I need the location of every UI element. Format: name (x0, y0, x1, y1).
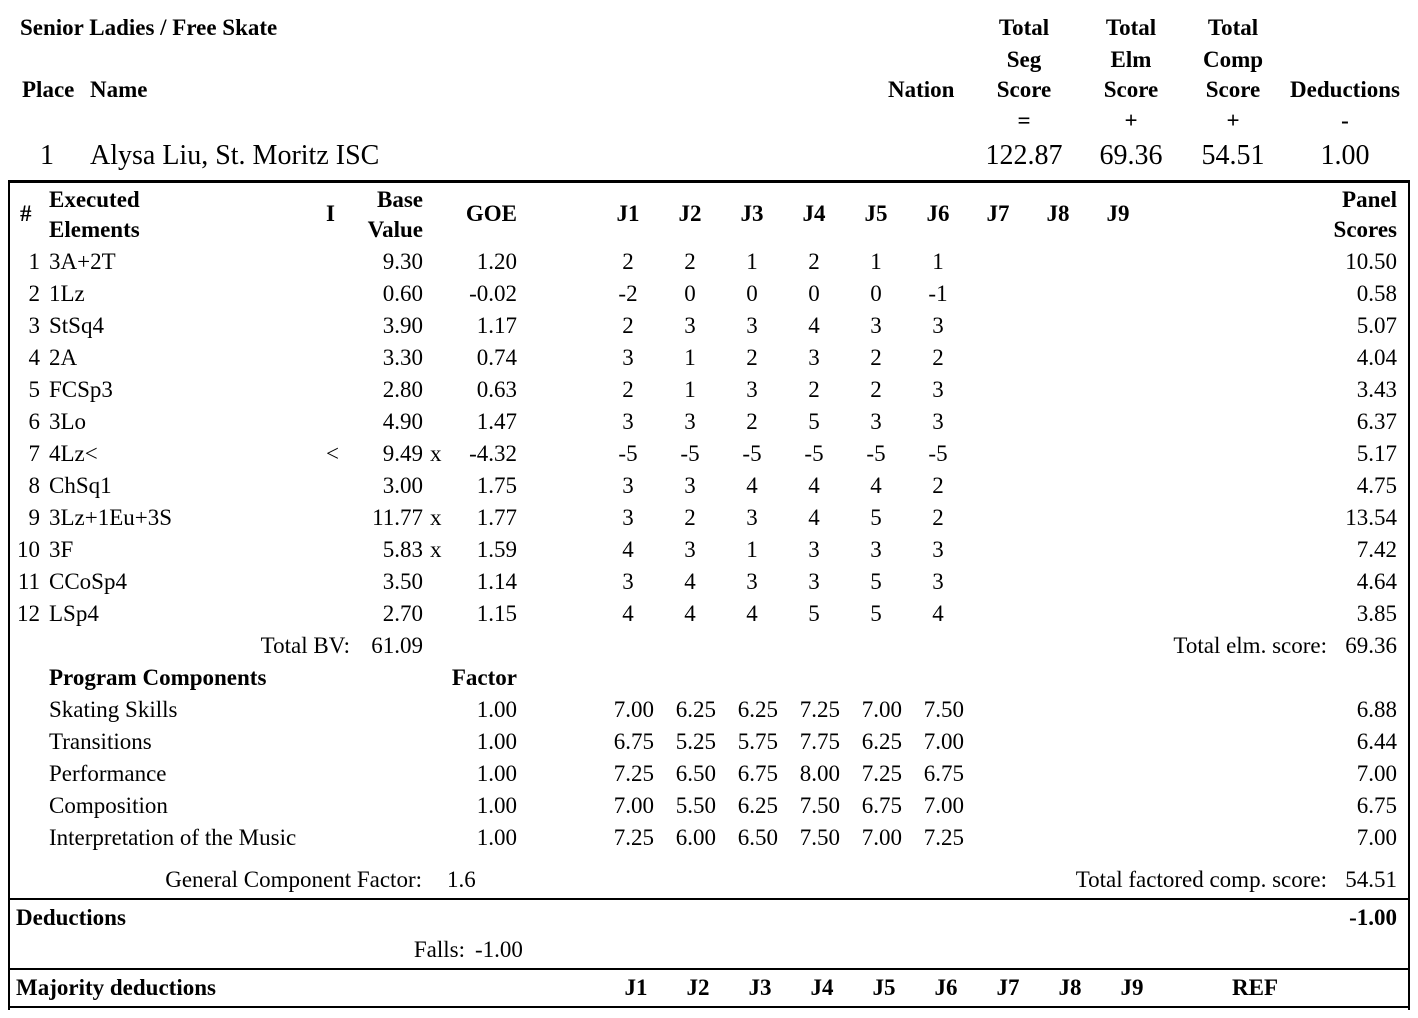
element-judge-score: 0 (746, 281, 758, 306)
element-number: 5 (28, 377, 40, 402)
element-panel-score: 7.42 (1356, 537, 1397, 562)
element-judge-score: 3 (746, 569, 758, 594)
component-judge-score: 6.25 (675, 697, 716, 722)
element-code: 3F (49, 537, 74, 562)
skater-place: 1 (40, 140, 54, 171)
element-judge-score: 3 (870, 537, 882, 562)
element-number: 8 (28, 473, 40, 498)
element-base-value: 2.80 (382, 377, 423, 402)
element-number: 2 (28, 281, 40, 306)
element-judge-score: -5 (742, 441, 762, 466)
component-factor: 1.00 (476, 793, 517, 818)
component-judge-score: 7.25 (613, 825, 654, 850)
falls-label: Falls: (413, 937, 465, 962)
element-judge-score: 5 (870, 601, 882, 626)
element-goe: 1.75 (476, 473, 517, 498)
element-panel-score: 6.37 (1356, 409, 1397, 434)
element-judge-score: -5 (928, 441, 948, 466)
component-judge-score: 7.25 (613, 761, 654, 786)
total-elm-value: 69.36 (1345, 633, 1397, 658)
judge-header-j3: J3 (740, 201, 764, 226)
element-code: 3A+2T (49, 249, 116, 274)
element-goe: 1.59 (476, 537, 517, 562)
elements-col-executed-2: Elements (49, 217, 140, 242)
total-elm-label: Total elm. score: (1173, 633, 1327, 658)
element-judge-score: 2 (684, 249, 696, 274)
element-base-value: 2.70 (382, 601, 423, 626)
element-judge-score: 3 (684, 473, 696, 498)
majority-judge-j7: J7 (996, 975, 1020, 1000)
element-judge-score: 2 (932, 473, 944, 498)
element-judge-score: 2 (808, 377, 820, 402)
element-judge-score: 1 (870, 249, 882, 274)
skater-tss: 122.87 (985, 140, 1063, 171)
total-bv-value: 61.09 (371, 633, 423, 658)
element-code: ChSq1 (49, 473, 112, 498)
element-judge-score: 3 (746, 377, 758, 402)
element-code: 2A (49, 345, 78, 370)
element-judge-score: 1 (932, 249, 944, 274)
element-judge-score: 3 (684, 537, 696, 562)
component-judge-score: 6.75 (737, 761, 778, 786)
judge-header-j2: J2 (678, 201, 702, 226)
component-judge-score: 7.75 (799, 729, 840, 754)
component-judge-score: 6.75 (861, 793, 902, 818)
element-base-value: 3.90 (382, 313, 423, 338)
element-judge-score: 3 (870, 409, 882, 434)
element-judge-score: 3 (622, 473, 634, 498)
component-judge-score: 6.50 (737, 825, 778, 850)
element-judge-score: 2 (870, 377, 882, 402)
element-code: StSq4 (49, 313, 104, 338)
judge-header-j5: J5 (864, 201, 888, 226)
component-name: Composition (49, 793, 168, 818)
element-base-value: 4.90 (382, 409, 423, 434)
components-factor: Factor (451, 665, 517, 690)
element-judge-score: 4 (808, 473, 820, 498)
element-judge-score: 2 (622, 249, 634, 274)
element-code: FCSp3 (49, 377, 113, 402)
element-goe: 1.20 (476, 249, 517, 274)
skater-deductions: 1.00 (1320, 140, 1370, 171)
element-bonus-mark: x (430, 441, 442, 466)
majority-judge-j1: J1 (624, 975, 648, 1000)
component-judge-score: 6.00 (675, 825, 716, 850)
component-factor: 1.00 (476, 729, 517, 754)
element-judge-score: 3 (932, 537, 944, 562)
elements-col-panel-1: Panel (1342, 187, 1397, 212)
col-pcs-1: Total (1207, 15, 1259, 40)
element-panel-score: 13.54 (1345, 505, 1397, 530)
element-goe: -4.32 (469, 441, 517, 466)
event-title: Senior Ladies / Free Skate (20, 15, 278, 40)
majority-judge-j5: J5 (872, 975, 896, 1000)
element-judge-score: -5 (680, 441, 700, 466)
element-panel-score: 0.58 (1356, 281, 1397, 306)
component-factor: 1.00 (476, 697, 517, 722)
component-judge-score: 7.00 (613, 793, 654, 818)
element-goe: 1.47 (476, 409, 517, 434)
component-panel-score: 7.00 (1356, 761, 1397, 786)
element-judge-score: 5 (870, 569, 882, 594)
component-panel-score: 6.44 (1356, 729, 1397, 754)
gcf-label: General Component Factor: (165, 867, 422, 892)
skater-name: Alysa Liu, St. Moritz ISC (90, 140, 380, 171)
element-judge-score: 4 (870, 473, 882, 498)
element-judge-score: 5 (808, 409, 820, 434)
component-judge-score: 5.50 (675, 793, 716, 818)
col-ded-1: Deductions (1290, 77, 1400, 102)
judge-header-j8: J8 (1046, 201, 1070, 226)
element-judge-score: 3 (622, 569, 634, 594)
element-judge-score: 0 (808, 281, 820, 306)
element-goe: 1.14 (476, 569, 517, 594)
majority-judge-j9: J9 (1120, 975, 1144, 1000)
elements-col-base-2: Value (367, 217, 423, 242)
component-judge-score: 7.25 (861, 761, 902, 786)
element-judge-score: 2 (932, 345, 944, 370)
element-judge-score: 4 (932, 601, 944, 626)
element-code: LSp4 (49, 601, 99, 626)
col-name: Name (90, 77, 148, 102)
element-judge-score: 3 (684, 313, 696, 338)
element-base-value: 11.77 (372, 505, 423, 530)
element-judge-score: 5 (808, 601, 820, 626)
col-tes-3: Score (1103, 77, 1159, 102)
total-comp-value: 54.51 (1345, 867, 1397, 892)
element-judge-score: 3 (746, 313, 758, 338)
element-judge-score: 3 (808, 345, 820, 370)
deductions-title: Deductions (16, 905, 126, 930)
component-name: Interpretation of the Music (49, 825, 297, 850)
element-judge-score: 1 (746, 249, 758, 274)
component-judge-score: 6.25 (737, 697, 778, 722)
components-title: Program Components (49, 665, 267, 690)
element-panel-score: 10.50 (1345, 249, 1397, 274)
skater-tes: 69.36 (1099, 140, 1163, 171)
total-comp-label: Total factored comp. score: (1075, 867, 1327, 892)
element-judge-score: 2 (622, 313, 634, 338)
element-panel-score: 5.17 (1356, 441, 1397, 466)
element-judge-score: 4 (622, 537, 634, 562)
element-judge-score: -5 (804, 441, 824, 466)
element-panel-score: 5.07 (1356, 313, 1397, 338)
component-judge-score: 5.75 (737, 729, 778, 754)
element-code: 3Lz+1Eu+3S (49, 505, 173, 530)
element-judge-score: 2 (746, 409, 758, 434)
element-judge-score: 3 (808, 537, 820, 562)
element-number: 10 (17, 537, 40, 562)
component-judge-score: 6.75 (613, 729, 654, 754)
component-panel-score: 6.75 (1356, 793, 1397, 818)
majority-judge-j6: J6 (934, 975, 958, 1000)
frame-bottom (8, 1006, 1410, 1008)
col-tss-3: Score (996, 77, 1052, 102)
element-goe: 1.77 (476, 505, 517, 530)
element-base-value: 9.49 (382, 441, 423, 466)
element-judge-score: 1 (684, 377, 696, 402)
element-base-value: 9.30 (382, 249, 423, 274)
element-judge-score: 2 (622, 377, 634, 402)
element-info: < (326, 441, 339, 466)
element-bonus-mark: x (430, 537, 442, 562)
component-judge-score: 7.00 (923, 793, 964, 818)
col-tss-1: Total (998, 15, 1050, 40)
component-judge-score: 7.50 (799, 793, 840, 818)
element-base-value: 3.50 (382, 569, 423, 594)
elements-col-info: I (326, 201, 335, 226)
divider-majority (8, 968, 1410, 970)
element-judge-score: 4 (622, 601, 634, 626)
component-name: Performance (49, 761, 167, 786)
frame-right (1408, 180, 1410, 1010)
element-code: 4Lz< (49, 441, 98, 466)
judge-header-j4: J4 (802, 201, 826, 226)
falls-value: -1.00 (475, 937, 523, 962)
element-judge-score: 1 (746, 537, 758, 562)
element-code: CCoSp4 (49, 569, 127, 594)
element-panel-score: 3.43 (1356, 377, 1397, 402)
component-judge-score: 6.75 (923, 761, 964, 786)
majority-title: Majority deductions (16, 975, 216, 1000)
elements-col-panel-2: Scores (1333, 217, 1397, 242)
element-judge-score: 2 (684, 505, 696, 530)
element-base-value: 3.00 (382, 473, 423, 498)
divider-header (8, 180, 1410, 183)
component-judge-score: 8.00 (799, 761, 840, 786)
total-bv-label: Total BV: (260, 633, 350, 658)
elements-col-goe: GOE (465, 201, 517, 226)
judge-header-j1: J1 (616, 201, 640, 226)
element-number: 12 (17, 601, 40, 626)
element-judge-score: -5 (618, 441, 638, 466)
component-name: Skating Skills (49, 697, 178, 722)
col-place: Place (22, 77, 75, 102)
element-judge-score: 3 (870, 313, 882, 338)
col-tes-1: Total (1105, 15, 1157, 40)
element-judge-score: -1 (928, 281, 948, 306)
judge-header-j6: J6 (926, 201, 950, 226)
component-judge-score: 7.25 (799, 697, 840, 722)
component-judge-score: 7.00 (923, 729, 964, 754)
element-panel-score: 4.64 (1356, 569, 1397, 594)
element-judge-score: 4 (684, 569, 696, 594)
component-factor: 1.00 (476, 761, 517, 786)
element-judge-score: 5 (870, 505, 882, 530)
element-number: 3 (28, 313, 40, 338)
component-judge-score: 6.25 (737, 793, 778, 818)
component-judge-score: 7.00 (861, 697, 902, 722)
element-judge-score: 4 (746, 473, 758, 498)
component-panel-score: 6.88 (1356, 697, 1397, 722)
element-judge-score: 3 (622, 409, 634, 434)
element-base-value: 3.30 (382, 345, 423, 370)
col-ded-2: - (1341, 108, 1349, 133)
component-judge-score: 7.25 (923, 825, 964, 850)
col-pcs-3: Score (1205, 77, 1261, 102)
col-nation: Nation (888, 77, 955, 102)
element-goe: 1.15 (476, 601, 517, 626)
col-tes-4: + (1124, 108, 1138, 133)
elements-col-base-1: Base (377, 187, 423, 212)
component-judge-score: 6.50 (675, 761, 716, 786)
element-judge-score: 4 (746, 601, 758, 626)
element-judge-score: 4 (808, 313, 820, 338)
col-tss-2: Seg (1006, 47, 1042, 72)
element-panel-score: 3.85 (1356, 601, 1397, 626)
component-judge-score: 7.00 (861, 825, 902, 850)
component-judge-score: 6.25 (861, 729, 902, 754)
element-judge-score: -2 (618, 281, 638, 306)
element-panel-score: 4.04 (1356, 345, 1397, 370)
component-judge-score: 7.50 (799, 825, 840, 850)
element-judge-score: 3 (932, 377, 944, 402)
element-bonus-mark: x (430, 505, 442, 530)
component-factor: 1.00 (476, 825, 517, 850)
element-code: 3Lo (49, 409, 87, 434)
element-base-value: 5.83 (382, 537, 423, 562)
component-judge-score: 7.00 (613, 697, 654, 722)
element-number: 4 (28, 345, 40, 370)
element-judge-score: 4 (684, 601, 696, 626)
col-tes-2: Elm (1110, 47, 1152, 72)
element-judge-score: 0 (870, 281, 882, 306)
element-number: 9 (28, 505, 40, 530)
element-judge-score: 3 (622, 345, 634, 370)
element-number: 1 (28, 249, 40, 274)
element-number: 6 (28, 409, 40, 434)
majority-judge-j2: J2 (686, 975, 710, 1000)
element-judge-score: 3 (808, 569, 820, 594)
majority-judge-j4: J4 (810, 975, 834, 1000)
element-base-value: 0.60 (382, 281, 423, 306)
element-judge-score: 1 (684, 345, 696, 370)
majority-ref: REF (1232, 975, 1278, 1000)
component-judge-score: 7.50 (923, 697, 964, 722)
element-goe: 0.63 (476, 377, 517, 402)
element-judge-score: 2 (808, 249, 820, 274)
element-goe: 1.17 (476, 313, 517, 338)
component-name: Transitions (49, 729, 152, 754)
majority-judge-j8: J8 (1058, 975, 1082, 1000)
deductions-total: -1.00 (1349, 905, 1397, 930)
element-panel-score: 4.75 (1356, 473, 1397, 498)
element-goe: 0.74 (476, 345, 517, 370)
element-judge-score: 3 (684, 409, 696, 434)
component-panel-score: 7.00 (1356, 825, 1397, 850)
element-judge-score: 4 (808, 505, 820, 530)
element-code: 1Lz (49, 281, 85, 306)
element-judge-score: 0 (684, 281, 696, 306)
element-judge-score: 3 (932, 409, 944, 434)
elements-col-executed-1: Executed (49, 187, 140, 212)
gcf-value: 1.6 (447, 867, 476, 892)
judge-header-j9: J9 (1106, 201, 1130, 226)
elements-col-num: # (20, 201, 32, 226)
col-tss-4: = (1017, 108, 1031, 133)
element-judge-score: -5 (866, 441, 886, 466)
element-judge-score: 2 (746, 345, 758, 370)
element-judge-score: 3 (932, 313, 944, 338)
element-number: 11 (17, 569, 40, 594)
divider-deductions (8, 898, 1410, 900)
element-judge-score: 2 (870, 345, 882, 370)
element-judge-score: 3 (622, 505, 634, 530)
component-judge-score: 5.25 (675, 729, 716, 754)
element-goe: -0.02 (469, 281, 517, 306)
col-pcs-4: + (1226, 108, 1240, 133)
element-judge-score: 3 (746, 505, 758, 530)
judge-header-j7: J7 (986, 201, 1010, 226)
element-number: 7 (28, 441, 40, 466)
col-pcs-2: Comp (1202, 47, 1264, 72)
majority-judge-j3: J3 (748, 975, 772, 1000)
element-judge-score: 3 (932, 569, 944, 594)
skater-pcs: 54.51 (1201, 140, 1265, 171)
element-judge-score: 2 (932, 505, 944, 530)
